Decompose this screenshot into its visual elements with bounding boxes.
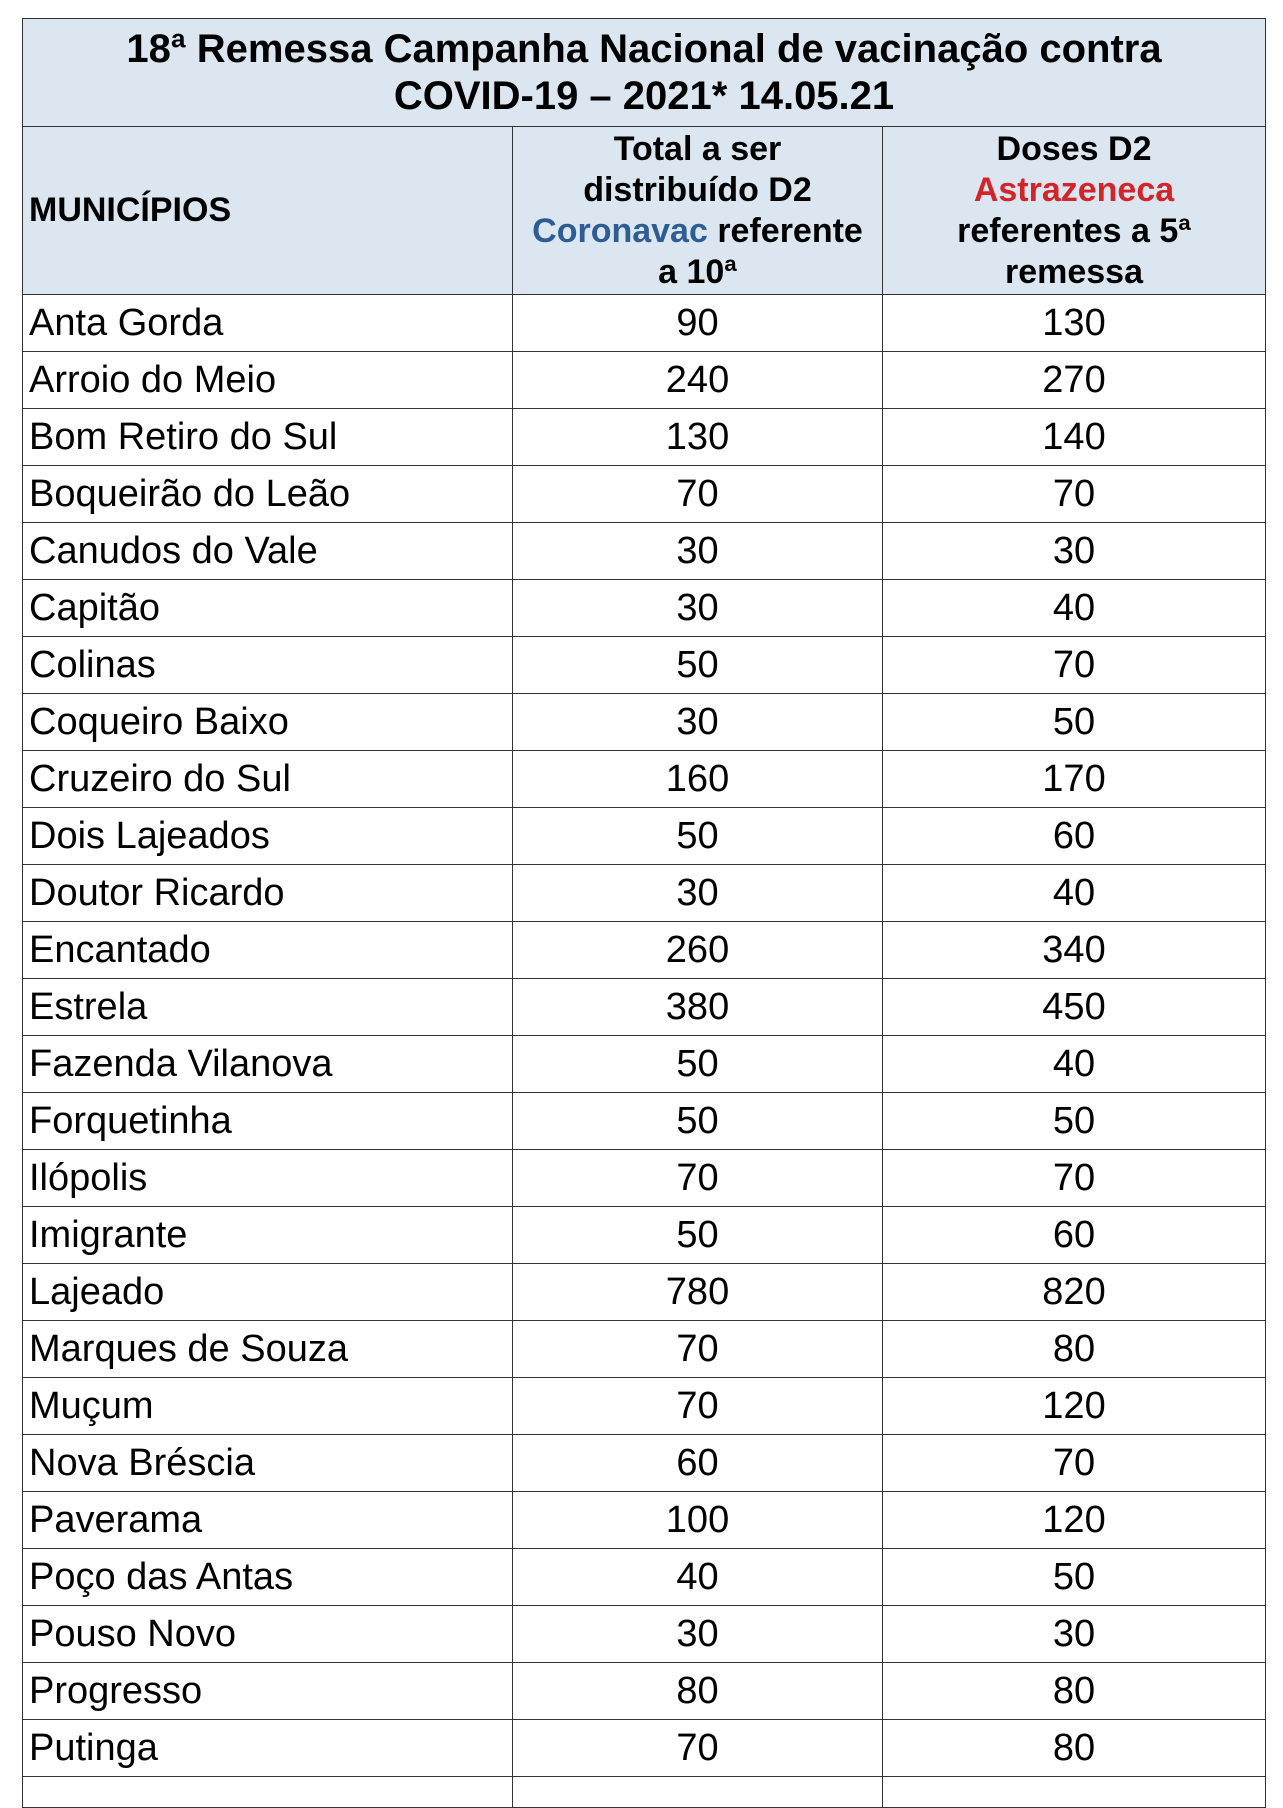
municipio-name: Doutor Ricardo [23, 865, 513, 922]
table-row [23, 865, 1266, 922]
table-row [23, 1321, 1266, 1378]
municipio-name: Poço das Antas [23, 1549, 513, 1606]
astrazeneca-d2-value: 60 [883, 808, 1266, 865]
coronavac-brand: Coronavac [532, 211, 708, 250]
table-row [23, 1150, 1266, 1207]
title-row [23, 19, 1266, 127]
municipio-name: Canudos do Vale [23, 523, 513, 580]
table-row [23, 1378, 1266, 1435]
municipio-name: Marques de Souza [23, 1321, 513, 1378]
astrazeneca-d2-value: 70 [883, 1435, 1266, 1492]
astrazeneca-d2-value: 820 [883, 1264, 1266, 1321]
municipio-name: Nova Bréscia [23, 1435, 513, 1492]
astrazeneca-d2-value: 60 [883, 1207, 1266, 1264]
coronavac-d2-value: 50 [513, 1036, 883, 1093]
municipio-name: Dois Lajeados [23, 808, 513, 865]
municipio-name: Paverama [23, 1492, 513, 1549]
header-col3-line3: referentes a 5ª [957, 211, 1191, 250]
table-row [23, 1093, 1266, 1150]
astrazeneca-d2-value: 80 [883, 1321, 1266, 1378]
coronavac-d2-value: 780 [513, 1264, 883, 1321]
coronavac-d2-value: 30 [513, 580, 883, 637]
astrazeneca-d2-value: 130 [883, 295, 1266, 352]
astrazeneca-d2-value: 50 [883, 1093, 1266, 1150]
astrazeneca-d2-value: 70 [883, 466, 1266, 523]
coronavac-d2-value: 50 [513, 1093, 883, 1150]
table-title [23, 19, 1266, 127]
table-row [23, 922, 1266, 979]
astrazeneca-d2-value: 40 [883, 580, 1266, 637]
coronavac-d2-value: 80 [513, 1663, 883, 1720]
astrazeneca-brand: Astrazeneca [973, 170, 1175, 209]
astrazeneca-d2-value: 50 [883, 1549, 1266, 1606]
astrazeneca-d2-value: 40 [883, 1036, 1266, 1093]
coronavac-d2-value: 70 [513, 1378, 883, 1435]
table-row [23, 1663, 1266, 1720]
header-col2-line4: a 10ª [658, 252, 737, 291]
municipio-name: Boqueirão do Leão [23, 466, 513, 523]
municipio-name: Fazenda Vilanova [23, 1036, 513, 1093]
astrazeneca-d2-value: 140 [883, 409, 1266, 466]
table-row [23, 1549, 1266, 1606]
header-col2-line3 [513, 211, 882, 252]
header-municipios: MUNICÍPIOS [23, 127, 513, 295]
coronavac-d2-value: 380 [513, 979, 883, 1036]
header-coronavac-d2 [513, 127, 883, 295]
header-col2-line2: distribuído D2 [583, 170, 812, 209]
astrazeneca-d2-value: 450 [883, 979, 1266, 1036]
table-row [23, 694, 1266, 751]
header-col2-line3-rest: referente [707, 211, 863, 250]
municipio-name: Encantado [23, 922, 513, 979]
astrazeneca-d2-value: 170 [883, 751, 1266, 808]
table-row [23, 1720, 1266, 1777]
table-row [23, 466, 1266, 523]
coronavac-d2-value: 130 [513, 409, 883, 466]
municipio-name: Anta Gorda [23, 295, 513, 352]
municipio-name: Progresso [23, 1663, 513, 1720]
table-row [23, 523, 1266, 580]
coronavac-d2-value: 60 [513, 1435, 883, 1492]
coronavac-d2-value: 240 [513, 352, 883, 409]
header-col2-line1: Total a ser [613, 129, 782, 168]
coronavac-d2-value: 70 [513, 466, 883, 523]
astrazeneca-d2-value: 120 [883, 1378, 1266, 1435]
vaccine-distribution-sheet [22, 18, 1265, 1808]
coronavac-d2-value: 40 [513, 1549, 883, 1606]
astrazeneca-d2-value: 270 [883, 352, 1266, 409]
table-row [23, 1036, 1266, 1093]
municipio-name: Forquetinha [23, 1093, 513, 1150]
astrazeneca-d2-value: 340 [883, 922, 1266, 979]
table-row [23, 637, 1266, 694]
table-row [23, 751, 1266, 808]
municipio-name: Imigrante [23, 1207, 513, 1264]
table-row [23, 409, 1266, 466]
municipio-name: Ilópolis [23, 1150, 513, 1207]
astrazeneca-d2-value: 80 [883, 1720, 1266, 1777]
astrazeneca-d2-value: 70 [883, 1150, 1266, 1207]
table-row [23, 1264, 1266, 1321]
municipio-name: Bom Retiro do Sul [23, 409, 513, 466]
municipio-name: Colinas [23, 637, 513, 694]
coronavac-d2-value: 70 [513, 1321, 883, 1378]
municipio-name: Estrela [23, 979, 513, 1036]
astrazeneca-d2-value: 50 [883, 694, 1266, 751]
table-row [23, 1207, 1266, 1264]
table-row [23, 580, 1266, 637]
municipio-name: Putinga [23, 1720, 513, 1777]
coronavac-d2-value: 100 [513, 1492, 883, 1549]
astrazeneca-d2-value: 30 [883, 1606, 1266, 1663]
municipio-name: Capitão [23, 580, 513, 637]
title-line-1: 18ª Remessa Campanha Nacional de vacinação contra [126, 26, 1162, 71]
municipio-name: Muçum [23, 1378, 513, 1435]
header-col3-line4: remessa [1004, 252, 1143, 291]
title-line-2: COVID-19 – 2021* 14.05.21 [393, 73, 895, 118]
astrazeneca-d2-value: 30 [883, 523, 1266, 580]
header-astrazeneca-d2 [883, 127, 1266, 295]
coronavac-d2-value: 30 [513, 694, 883, 751]
table-row [23, 1492, 1266, 1549]
table-row [23, 352, 1266, 409]
astrazeneca-d2-value: 80 [883, 1663, 1266, 1720]
municipio-name: Pouso Novo [23, 1606, 513, 1663]
astrazeneca-d2-value: 70 [883, 637, 1266, 694]
municipio-name: Coqueiro Baixo [23, 694, 513, 751]
header-col3-line1: Doses D2 [996, 129, 1152, 168]
vaccine-distribution-table [22, 18, 1266, 1808]
astrazeneca-d2-value: 40 [883, 865, 1266, 922]
coronavac-d2-value: 70 [513, 1150, 883, 1207]
coronavac-d2-value: 160 [513, 751, 883, 808]
municipio-name: Arroio do Meio [23, 352, 513, 409]
coronavac-d2-value: 30 [513, 523, 883, 580]
table-row [23, 979, 1266, 1036]
table-row [23, 1606, 1266, 1663]
coronavac-d2-value: 30 [513, 865, 883, 922]
coronavac-d2-value: 70 [513, 1720, 883, 1777]
coronavac-d2-value: 30 [513, 1606, 883, 1663]
coronavac-d2-value: 50 [513, 808, 883, 865]
coronavac-d2-value: 90 [513, 295, 883, 352]
table-row [23, 295, 1266, 352]
header-row [23, 127, 1266, 295]
table-row [23, 1435, 1266, 1492]
municipio-name: Lajeado [23, 1264, 513, 1321]
coronavac-d2-value: 260 [513, 922, 883, 979]
astrazeneca-d2-value: 120 [883, 1492, 1266, 1549]
coronavac-d2-value: 50 [513, 1207, 883, 1264]
municipio-name: Cruzeiro do Sul [23, 751, 513, 808]
table-row [23, 808, 1266, 865]
coronavac-d2-value: 50 [513, 637, 883, 694]
